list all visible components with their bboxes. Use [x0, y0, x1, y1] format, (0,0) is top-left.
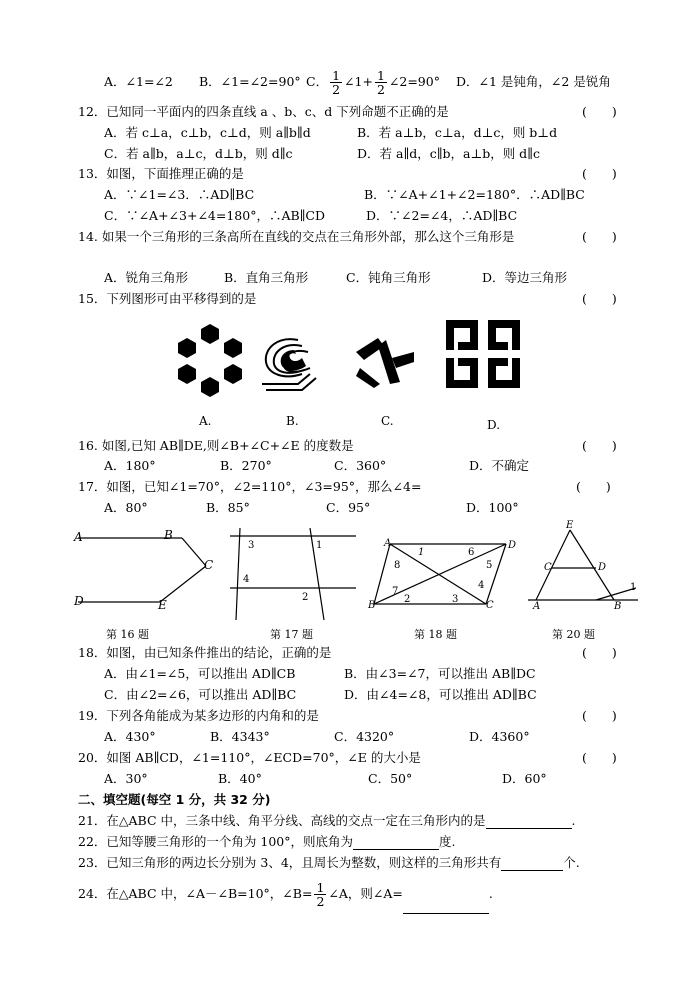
figure-16 [72, 526, 222, 616]
fig18-angle-5: 5 [486, 560, 493, 571]
q12-stem: 12．已知同一平面内的四条直线 a 、b、c、d 下列命题不正确的是 [78, 104, 449, 119]
q17-stem: 17．如图，已知∠1=70°，∠2=110°，∠3=95°，那么∠4= [78, 479, 422, 494]
q17-option-d: D．100° [466, 500, 519, 515]
q12-option-b: B．若 a⊥b，c⊥a，d⊥c，则 b⊥d [357, 125, 558, 140]
q19-answer-paren: ( ) [582, 708, 617, 723]
q14-answer-paren: ( ) [582, 229, 617, 244]
q19-stem: 19．下列各角能成为某多边形的内角和的是 [78, 708, 319, 723]
q15-figure-d [444, 318, 522, 390]
q20-option-a: A．30° [104, 771, 148, 786]
q13-option-c: C．∵∠A+∠3+∠4=180°，∴AB∥CD [104, 208, 326, 223]
q17-answer-paren: ( ) [576, 479, 611, 494]
q15-figure-c [352, 332, 416, 388]
q22-answer-blank[interactable] [353, 835, 439, 850]
q12-answer-paren: ( ) [582, 104, 617, 119]
q12-option-c: C．若 a∥b，a⊥c，d⊥b，则 d∥c [104, 146, 293, 161]
q13-option-a: A．∵∠1=∠3．∴AD∥BC [104, 187, 255, 202]
q14-option-c: C．钝角三角形 [346, 270, 431, 285]
fig20-point-b: B [614, 601, 622, 612]
fig18-angle-3: 3 [452, 594, 459, 605]
fig18-angle-6: 6 [468, 547, 475, 558]
fig17-angle-1: 1 [316, 540, 323, 551]
fig20-angle-1: 1 [630, 582, 637, 593]
q11-option-c: C． $\frac{1}{2}$ ∠1+ $\frac{1}{2}$ ∠2=90° [306, 68, 440, 97]
fig16-point-e: E [158, 598, 167, 612]
q21-answer-blank[interactable] [486, 814, 572, 829]
fig16-point-d: D [74, 594, 84, 608]
q18-option-b: B．由∠3=∠7，可以推出 AB∥DC [344, 666, 536, 681]
figure-18-caption: 第 18 题 [414, 628, 457, 641]
figure-17-caption: 第 17 题 [270, 628, 313, 641]
figure-20-caption: 第 20 题 [552, 628, 595, 641]
q15-figure-a [176, 322, 244, 398]
q14-option-d: D．等边三角形 [482, 270, 568, 285]
q16-stem: 16. 如图,已知 AB∥DE,则∠B+∠C+∠E 的度数是 [78, 438, 354, 453]
fig18-angle-8: 8 [394, 560, 401, 571]
q20-option-c: C．50° [368, 771, 413, 786]
q19-option-c: C．4320° [334, 729, 395, 744]
q19-option-a: A．430° [104, 729, 156, 744]
q15-answer-paren: ( ) [582, 291, 617, 306]
fig16-point-a: A [74, 530, 83, 544]
q24: 24．在△ABC 中，∠A－∠B=10°，∠B= $\frac{1}{2}$ ∠A，则∠A= . [78, 874, 493, 914]
fig17-angle-3: 3 [248, 540, 255, 551]
q15-figure-b [258, 334, 322, 394]
q13-option-d: D．∵∠2=∠4，∴AD∥BC [366, 208, 518, 223]
q17-option-a: A．80° [104, 500, 148, 515]
fig20-point-d: D [598, 562, 607, 573]
fig18-angle-7: 7 [392, 586, 399, 597]
fraction: $\frac{1}{2}$ [376, 68, 385, 97]
q17-option-c: C．95° [326, 500, 371, 515]
fig18-point-c: C [486, 600, 494, 611]
q14-option-a: A．锐角三角形 [104, 270, 189, 285]
q19-option-d: D．4360° [469, 729, 530, 744]
fig18-angle-2: 2 [404, 594, 411, 605]
fig20-point-e: E [566, 520, 574, 531]
q23: 23．已知三角形的两边长分别为 3、4，且周长为整数，则这样的三角形共有 个. [78, 855, 580, 870]
q13-option-b: B．∵∠A+∠1+∠2=180°．∴AD∥BC [364, 187, 585, 202]
fig16-point-c: C [204, 558, 214, 572]
fraction: $\frac{1}{2}$ [332, 68, 341, 97]
q13-answer-paren: ( ) [582, 166, 617, 181]
q15-label-b: B. [286, 414, 299, 428]
q18-stem: 18．如图，由已知条件推出的结论，正确的是 [78, 645, 332, 660]
fig16-point-b: B [164, 528, 173, 542]
q12-option-a: A．若 c⊥a，c⊥b，c⊥d，则 a∥b∥d [104, 125, 311, 140]
fig18-angle-1: 1 [418, 547, 425, 558]
q16-option-b: B．270° [220, 458, 272, 473]
fig18-point-a: A [384, 538, 392, 549]
fig18-angle-4: 4 [478, 580, 485, 591]
q20-option-b: B．40° [218, 771, 262, 786]
q15-label-c: C. [381, 414, 394, 428]
figure-16-caption: 第 16 题 [106, 628, 149, 641]
fig17-angle-2: 2 [302, 592, 309, 603]
q18-answer-paren: ( ) [582, 645, 617, 660]
q18-option-a: A．由∠1=∠5，可以推出 AD∥CB [104, 666, 296, 681]
q20-option-d: D．60° [502, 771, 547, 786]
q21: 21．在△ABC 中，三条中线、角平分线、高线的交点一定在三角形内的是 . [78, 813, 576, 828]
q15-label-a: A. [199, 414, 212, 428]
fig17-angle-4: 4 [243, 574, 250, 585]
fig18-point-b: B [368, 600, 376, 611]
q14-option-b: B．直角三角形 [224, 270, 309, 285]
q20-stem: 20．如图 AB∥CD，∠1=110°，∠ECD=70°，∠E 的大小是 [78, 750, 421, 765]
fig18-point-d: D [508, 540, 517, 551]
q16-option-d: D．不确定 [469, 458, 530, 473]
fig20-point-c: C [544, 562, 552, 573]
q13-stem: 13．如图，下面推理正确的是 [78, 166, 244, 181]
q11-option-b: B．∠1=∠2=90° [199, 74, 301, 89]
fig20-point-a: A [533, 601, 541, 612]
q20-answer-paren: ( ) [582, 750, 617, 765]
q16-option-c: C．360° [334, 458, 387, 473]
q15-label-d: D. [487, 418, 501, 432]
fraction: $\frac{1}{2}$ [316, 880, 325, 909]
q16-option-a: A．180° [104, 458, 156, 473]
q18-option-c: C．由∠2=∠6，可以推出 AD∥BC [104, 687, 297, 702]
q11-option-a: A．∠1=∠2 [104, 74, 173, 89]
section-fill-in-title: 二、填空题(每空 1 分，共 32 分) [78, 792, 271, 807]
q23-answer-blank[interactable] [501, 856, 563, 871]
q11-option-d: D．∠1 是钝角，∠2 是锐角 [456, 74, 611, 89]
q17-option-b: B．85° [206, 500, 250, 515]
q14-stem: 14. 如果一个三角形的三条高所在直线的交点在三角形外部，那么这个三角形是 [78, 229, 515, 244]
q19-option-b: B．4343° [210, 729, 270, 744]
q22: 22．已知等腰三角形的一个角为 100°，则底角为 度. [78, 834, 456, 849]
q16-answer-paren: ( ) [582, 438, 617, 453]
q24-answer-blank[interactable] [403, 899, 489, 914]
q15-stem: 15．下列图形可由平移得到的是 [78, 291, 257, 306]
q18-option-d: D．由∠4=∠8，可以推出 AD∥BC [344, 687, 537, 702]
q12-option-d: D．若 a∥d，c∥b，a⊥b，则 d∥c [357, 146, 540, 161]
